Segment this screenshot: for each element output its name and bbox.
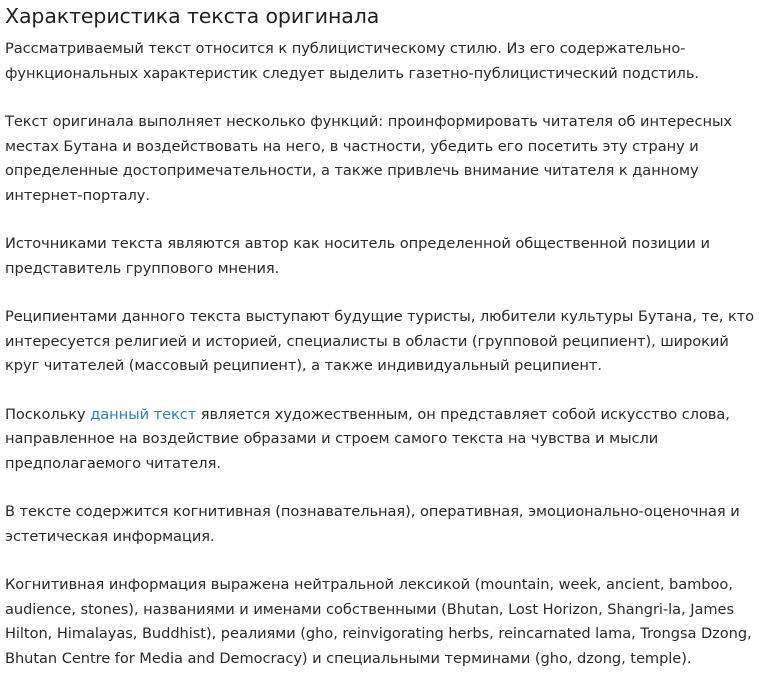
paragraph-artistic [5, 403, 760, 477]
paragraph-information-types: В тексте содержится когнитивная (познавательная), оперативная, эмоционально-оценочная и эстетическая информация. [5, 503, 740, 545]
paragraph-cognitive: Когнитивная информация выражена нейтральной лексикой (mountain, week, ancient, bamboo, audience, stones), названиями и именами собственными (Bhutan, Lost Horizon, Shangri-la, James Hilton, Himalayas, Buddhist), реалиями (gho, reinvigorating herbs, reincarnated lama, Trongsa Dzong, Bhutan Centre for Media and Democracy) и специальными терминами (gho, dzong, temple). [5, 576, 752, 667]
page-title: Характеристика текста оригинала [5, 4, 380, 28]
paragraph-artistic-lead: Поскольку [5, 405, 91, 423]
paragraph-functions: Текст оригинала выполняет несколько функций: проинформировать читателя об интересных местах Бутана и воздействовать на него, в частности, убедить его посетить эту страну и определенные достопримечательности, а также привлечь внимание читателя к данному интернет-порталу. [5, 113, 732, 204]
paragraph-recipients: Реципиентами данного текста выступают будущие туристы, любители культуры Бутана, те, кто интересуется религией и историей, специалисты в области (групповой реципиент), широкий круг читателей (массовый реципиент), а также индивидуальный реципиент. [5, 308, 755, 374]
paragraph-artistic-rest: является художественным, он представляет собой искусство слова, направленное на воздействие образами и строем самого текста на чувства и мысли предполагаемого читателя. [5, 405, 730, 472]
text-link[interactable]: данный текст [90, 405, 197, 423]
paragraph-style: Рассматриваемый текст относится к публицистическому стилю. Из его содержательно-функциональных характеристик следует выделить газетно-публицистический подстиль. [5, 40, 699, 82]
paragraph-sources: Источниками текста являются автор как носитель определенной общественной позиции и представитель группового мнения. [5, 235, 710, 277]
